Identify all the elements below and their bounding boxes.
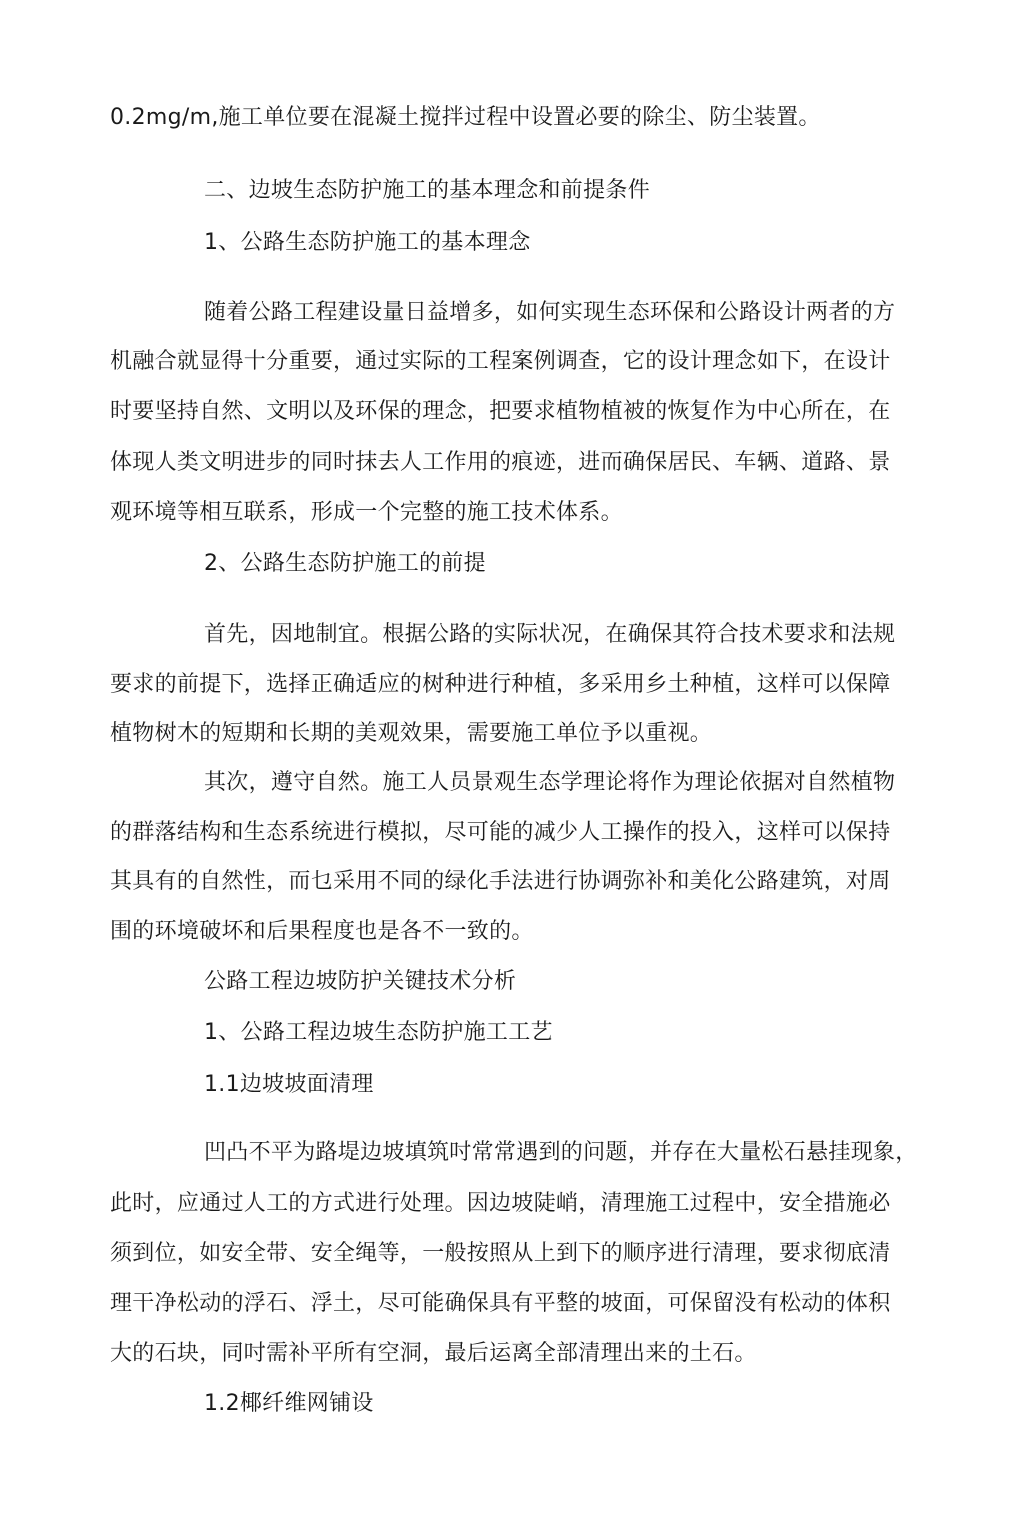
paragraph-line: 要求的前提下，选择正确适应的树种进行种植，多采用乡土种植，这样可以保障: [110, 672, 891, 697]
section-heading: 二、边坡生态防护施工的基本理念和前提条件: [204, 178, 651, 203]
subsection-heading: 1.2椰纤维网铺设: [204, 1391, 374, 1416]
paragraph-line: 时要坚持自然、文明以及环保的理念，把要求植物植被的恢复作为中心所在，在: [110, 399, 891, 424]
paragraph-line: 其具有的自然性，而乜采用不同的绿化手法进行协调弥补和美化公路建筑，对周: [110, 869, 891, 894]
paragraph-line: 须到位，如安全带、安全绳等，一般按照从上到下的顺序进行清理，要求彻底清: [110, 1241, 891, 1266]
paragraph-line: 观环境等相互联系，形成一个完整的施工技术体系。: [110, 500, 623, 525]
section-heading: 公路工程边坡防护关键技术分析: [204, 969, 517, 994]
subsection-heading: 1、公路生态防护施工的基本理念: [204, 230, 531, 255]
paragraph-line: 凹凸不平为路堤边坡填筑吋常常遇到的问题，并存在大量松石悬挂现象，: [204, 1140, 918, 1165]
paragraph-line: 首先，因地制宜。根据公路的实际状况，在确保其符合技术要求和法规: [204, 622, 896, 647]
paragraph-line: 此时，应通过人工的方式进行处理。因边坡陡峭，清理施工过程中，安全措施必: [110, 1191, 891, 1216]
subsection-heading: 1、公路工程边坡生态防护施工工艺: [204, 1020, 553, 1045]
paragraph-line: 植物树木的短期和长期的美观效果，需要施工单位予以重视。: [110, 721, 713, 746]
subsection-heading: 1.1边坡坡面清理: [204, 1072, 374, 1097]
paragraph-line: 其次，遵守自然。施工人员景观生态学理论将作为理论依据对自然植物: [204, 770, 896, 795]
paragraph-line: 体现人类文明进步的同时抹去人工作用的痕迹，进而确保居民、车辆、道路、景: [110, 450, 891, 475]
paragraph-line: 的群落结构和生态系统进行模拟，尽可能的减少人工操作的投入，这样可以保持: [110, 820, 891, 845]
subsection-heading: 2、公路生态防护施工的前提: [204, 551, 486, 576]
paragraph-line: 0.2mg/m,施工单位要在混凝土搅拌过程中设置必要的除尘、防尘装置。: [110, 105, 821, 130]
paragraph-line: 大的石块，同吋需补平所有空洞，最后运离全部清理出来的土石。: [110, 1341, 757, 1366]
paragraph-line: 围的环境破坏和后果程度也是各不一致的。: [110, 919, 534, 944]
paragraph-line: 机融合就显得十分重要，通过实际的工程案例调查，它的设计理念如下，在设计: [110, 349, 891, 374]
paragraph-line: 理干净松动的浮石、浮土，尽可能确保具有平整的坡面，可保留没有松动的体积: [110, 1291, 891, 1316]
paragraph-line: 随着公路工程建设量日益增多，如何实现生态环保和公路设计两者的方: [204, 300, 896, 325]
